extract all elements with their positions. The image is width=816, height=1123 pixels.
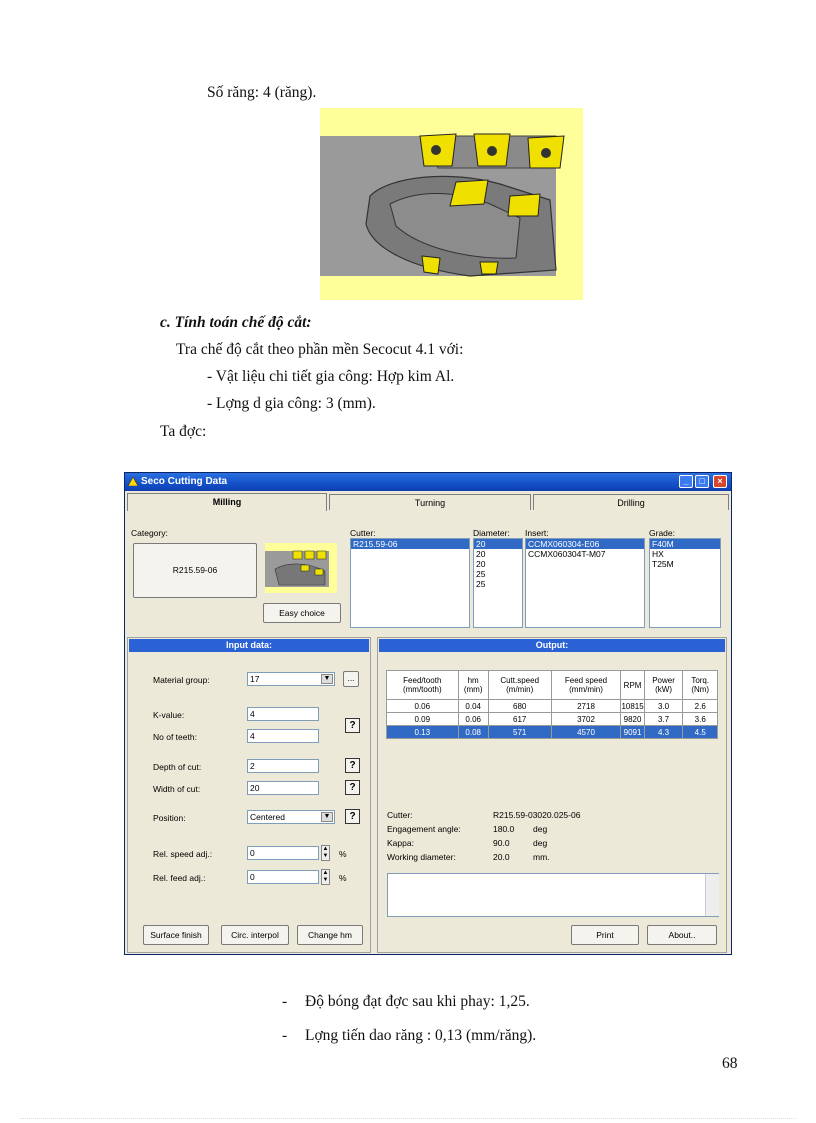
tab-drilling[interactable]: Drilling — [533, 494, 729, 510]
maximize-button[interactable]: □ — [695, 475, 709, 488]
rel-speed-input[interactable]: 0 — [247, 846, 319, 860]
category-label: Category: — [131, 528, 168, 538]
allowance-line: - Lợng d gia công: 3 (mm). — [207, 395, 376, 412]
bullet-dash: - — [282, 993, 288, 1010]
page-number: 68 — [722, 1055, 738, 1072]
table-cell: 3702 — [551, 713, 621, 726]
grade-list-item[interactable]: T25M — [652, 559, 674, 569]
table-cell: 9091 — [621, 726, 644, 739]
material-group-label: Material group: — [153, 675, 210, 685]
insert-label: Insert: — [525, 528, 549, 538]
lookup-line: Tra chế độ cắt theo phần mền Secocut 4.1 với: — [176, 341, 464, 358]
working-diameter-value: 20.0 — [493, 852, 510, 862]
notes-textarea[interactable] — [387, 873, 719, 917]
window-title: Seco Cutting Data — [141, 476, 228, 487]
column-header: Torq. (Nm) — [683, 671, 718, 700]
table-cell: 3.6 — [683, 713, 718, 726]
page-bottom-divider — [20, 1118, 796, 1119]
diameter-list-item[interactable]: 20 — [474, 539, 522, 549]
column-header: hm (mm) — [458, 671, 488, 700]
grade-list-item[interactable]: HX — [652, 549, 664, 559]
close-button[interactable]: × — [713, 475, 727, 488]
grade-label: Grade: — [649, 528, 675, 538]
insert-list-item[interactable]: CCMX060304T-M07 — [528, 549, 606, 559]
working-diameter-label: Working diameter: — [387, 852, 456, 862]
help-icon[interactable]: ? — [345, 780, 360, 795]
table-row[interactable] — [387, 700, 718, 713]
feed-per-tooth-line: Lợng tiến dao răng : 0,13 (mm/răng). — [305, 1027, 537, 1044]
k-value-input[interactable]: 4 — [247, 707, 319, 721]
column-header: Cutt.speed (m/min) — [488, 671, 551, 700]
kappa-value: 90.0 — [493, 838, 510, 848]
kappa-unit: deg — [533, 838, 548, 848]
tab-turning[interactable]: Turning — [329, 494, 531, 510]
cutter-info-label: Cutter: — [387, 810, 413, 820]
table-cell: 680 — [488, 700, 551, 713]
rel-speed-label: Rel. speed adj.: — [153, 849, 213, 859]
depth-of-cut-input[interactable]: 2 — [247, 759, 319, 773]
chevron-down-icon[interactable]: ▼ — [321, 812, 333, 822]
help-icon[interactable]: ? — [345, 718, 360, 733]
material-line: - Vật liệu chi tiết gia công: Hợp kim Al. — [207, 368, 455, 385]
table-cell: 9820 — [621, 713, 644, 726]
percent-label: % — [339, 873, 347, 883]
table-cell: 2.6 — [683, 700, 718, 713]
rel-speed-spinner[interactable]: ▲ ▼ — [322, 846, 329, 859]
kappa-label: Kappa: — [387, 838, 414, 848]
cutter-listbox[interactable] — [350, 538, 470, 628]
category-thumbnail-icon — [265, 543, 337, 593]
column-header: Feed/tooth (mm/tooth) — [387, 671, 459, 700]
change-hm-button[interactable]: Change hm — [297, 925, 363, 945]
material-more-button[interactable]: ... — [343, 671, 359, 687]
table-header-row — [387, 671, 718, 700]
percent-label: % — [339, 849, 347, 859]
warning-triangle-icon — [128, 477, 138, 486]
rel-feed-label: Rel. feed adj.: — [153, 873, 206, 883]
working-diameter-unit: mm. — [533, 852, 550, 862]
width-of-cut-input[interactable]: 20 — [247, 781, 319, 795]
table-cell: 0.08 — [458, 726, 488, 739]
minimize-button[interactable]: _ — [679, 475, 693, 488]
title-bar — [125, 473, 731, 491]
diameter-listbox[interactable] — [473, 538, 523, 628]
diameter-list-item[interactable]: 25 — [476, 569, 486, 579]
milling-cutter-illustration — [320, 108, 583, 300]
surface-finish-line: Độ bóng đạt đợc sau khi phay: 1,25. — [305, 993, 530, 1010]
output-header: Output: — [379, 639, 725, 652]
column-header: Power (kW) — [644, 671, 683, 700]
table-cell: 4570 — [551, 726, 621, 739]
seco-cutting-data-window — [124, 472, 732, 955]
category-button[interactable]: R215.59-06 — [133, 543, 257, 598]
insert-list-item[interactable]: CCMX060304-E06 — [526, 539, 644, 549]
help-icon[interactable]: ? — [345, 809, 360, 824]
position-select[interactable] — [247, 810, 335, 824]
cutter-info-value: R215.59-03020.025-06 — [493, 810, 581, 820]
diameter-list-item[interactable]: 25 — [476, 579, 486, 589]
table-cell: 0.06 — [387, 700, 459, 713]
grade-listbox[interactable] — [649, 538, 721, 628]
bullet-dash: - — [282, 1027, 288, 1044]
chevron-down-icon[interactable]: ▼ — [321, 674, 333, 684]
tab-milling[interactable]: Milling — [127, 493, 327, 511]
table-cell: 3.0 — [644, 700, 683, 713]
table-cell: 3.7 — [644, 713, 683, 726]
table-cell: 0.04 — [458, 700, 488, 713]
print-button[interactable]: Print — [571, 925, 639, 945]
section-heading-c: c. Tính toán chế độ cắt: — [160, 314, 312, 331]
column-header: Feed speed (mm/min) — [551, 671, 621, 700]
rel-feed-spinner[interactable]: ▲ ▼ — [322, 870, 329, 883]
grade-list-item[interactable]: F40M — [650, 539, 720, 549]
material-group-select[interactable] — [247, 672, 335, 686]
input-data-header: Input data: — [129, 639, 369, 652]
k-value-label: K-value: — [153, 710, 185, 720]
table-cell: 0.06 — [458, 713, 488, 726]
no-of-teeth-label: No of teeth: — [153, 732, 197, 742]
cutting-data-table — [386, 670, 718, 739]
material-group-value: 17 — [250, 674, 260, 684]
cutter-list-item[interactable]: R215.59-06 — [351, 539, 469, 549]
width-of-cut-label: Width of cut: — [153, 784, 201, 794]
table-cell: 4.5 — [683, 726, 718, 739]
table-cell: 617 — [488, 713, 551, 726]
table-row-selected[interactable] — [387, 726, 718, 739]
insert-listbox[interactable] — [525, 538, 645, 628]
no-of-teeth-input[interactable]: 4 — [247, 729, 319, 743]
diameter-label: Diameter: — [473, 528, 510, 538]
position-label: Position: — [153, 813, 186, 823]
easy-choice-button[interactable]: Easy choice — [263, 603, 341, 623]
table-cell: 10815 — [621, 701, 644, 711]
depth-of-cut-label: Depth of cut: — [153, 762, 202, 772]
table-cell: 4.3 — [644, 726, 683, 739]
surface-finish-button[interactable]: Surface finish — [143, 925, 209, 945]
teeth-count-line: Số răng: 4 (răng). — [207, 84, 317, 101]
engagement-angle-unit: deg — [533, 824, 548, 834]
about-button[interactable]: About.. — [647, 925, 717, 945]
table-cell: 571 — [488, 726, 551, 739]
table-cell: 2718 — [551, 700, 621, 713]
table-cell: 0.09 — [387, 713, 459, 726]
circ-interpol-button[interactable]: Circ. interpol — [221, 925, 289, 945]
diameter-list-item[interactable]: 20 — [476, 559, 486, 569]
help-icon[interactable]: ? — [345, 758, 360, 773]
notes-scrollbar[interactable] — [705, 874, 719, 916]
engagement-angle-label: Engagement angle: — [387, 824, 461, 834]
rel-feed-input[interactable]: 0 — [247, 870, 319, 884]
table-cell: 0.13 — [387, 726, 459, 739]
engagement-angle-value: 180.0 — [493, 824, 515, 834]
result-intro-line: Ta đợc: — [160, 423, 207, 440]
column-header: RPM — [621, 671, 644, 700]
cutter-label: Cutter: — [350, 528, 376, 538]
diameter-list-item[interactable]: 20 — [476, 549, 486, 559]
position-value: Centered — [250, 812, 285, 822]
table-row[interactable] — [387, 713, 718, 726]
